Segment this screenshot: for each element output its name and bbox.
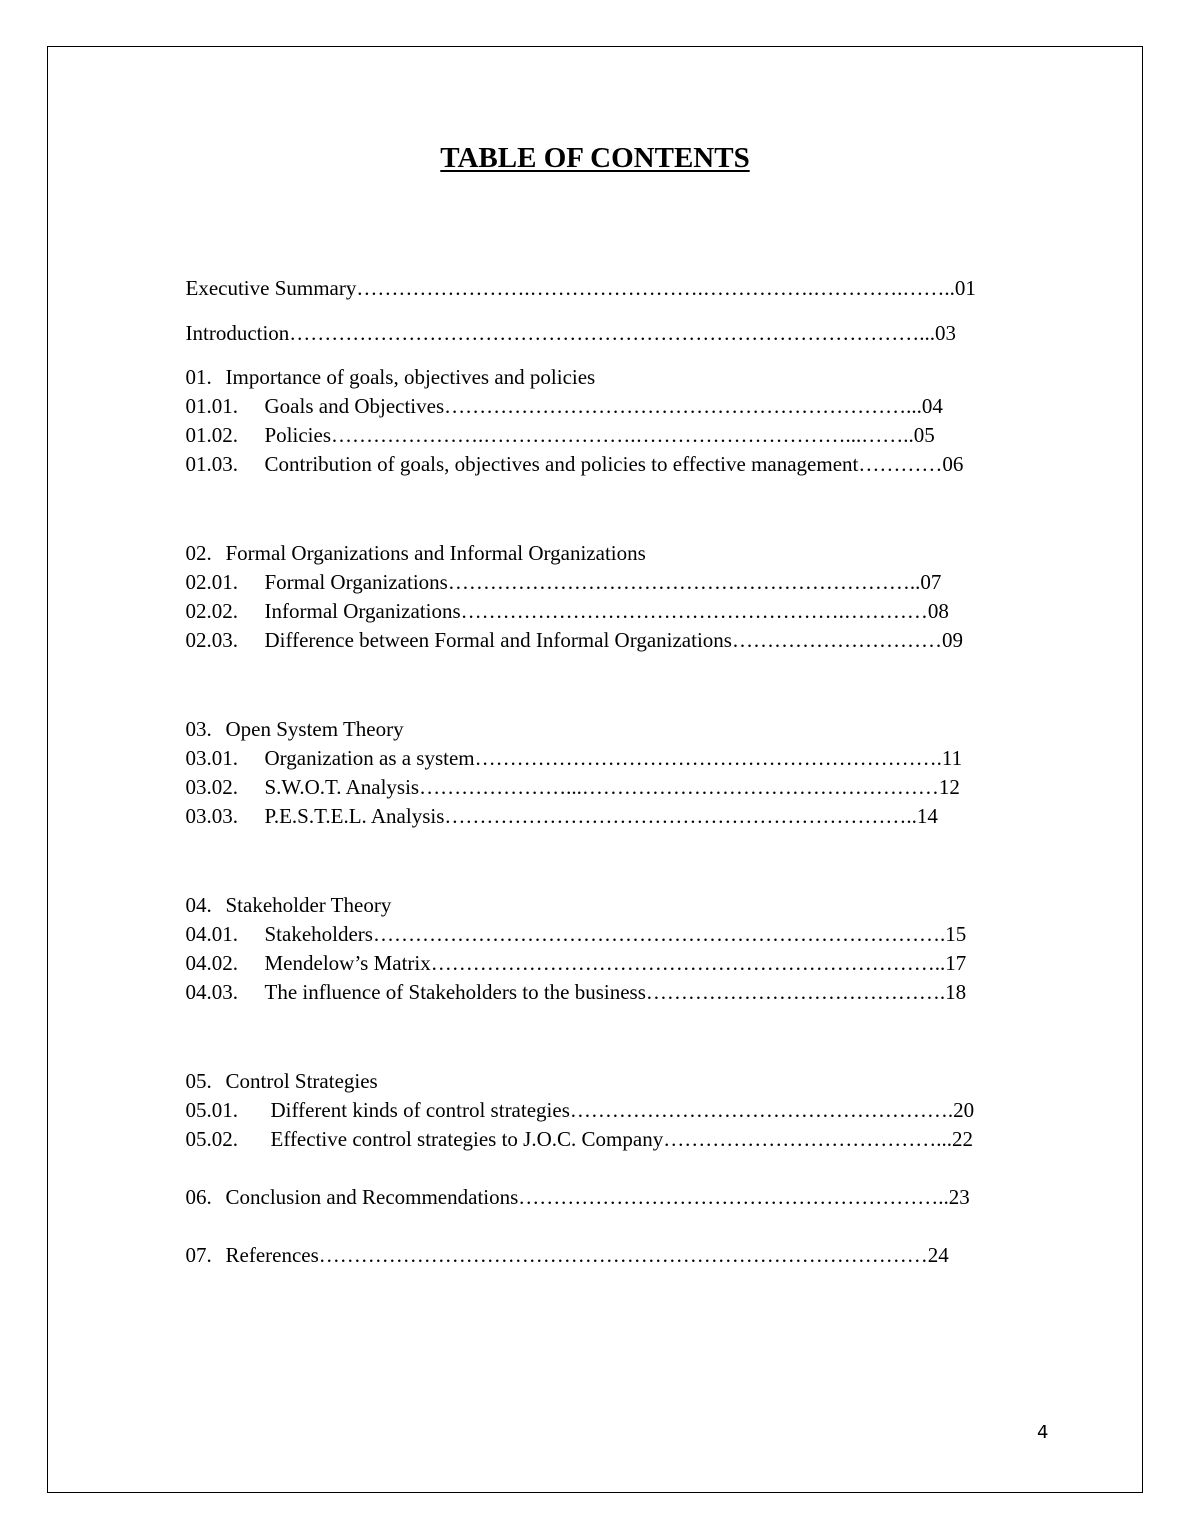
toc-entry-text: Policies………………….………………….…………………………...……..05 bbox=[264, 423, 935, 447]
toc-entry-text: Executive Summary…………………….…………………….…………….………….……..01 bbox=[185, 276, 976, 300]
toc-entry-number: 01.03. bbox=[185, 452, 238, 476]
toc-entry-number: 01.02. bbox=[185, 423, 238, 447]
toc-entry-text: Introduction………………………………………………………………………………...03 bbox=[185, 321, 957, 345]
toc-entry[interactable] bbox=[175, 777, 938, 829]
toc-section-number: 07. bbox=[185, 1243, 212, 1267]
toc-entry-number: 03.03. bbox=[185, 804, 238, 828]
toc-section-number: 05. bbox=[185, 1069, 212, 1093]
toc-entry-number: 05.02. bbox=[185, 1127, 238, 1151]
toc-entry-number: 03.01. bbox=[185, 746, 238, 770]
toc-section-number: 03. bbox=[185, 717, 212, 741]
toc-entry-number: 04.02. bbox=[185, 951, 238, 975]
toc-section-number: 04. bbox=[185, 893, 212, 917]
toc-entry-text: Difference between Formal and Informal Organizations…………………………09 bbox=[264, 628, 963, 652]
toc-entry-text: Informal Organizations……………………………………………….…………08 bbox=[264, 599, 949, 623]
toc-entry[interactable] bbox=[175, 601, 963, 653]
toc-section-heading[interactable] bbox=[175, 1216, 949, 1268]
toc-entry-text: Different kinds of control strategies……………………………………………….20 bbox=[270, 1098, 975, 1122]
toc-entry-text: Effective control strategies to J.O.C. Company…………………………………...22 bbox=[270, 1127, 973, 1151]
toc-entry-text: Goals and Objectives…………………………………………………………...04 bbox=[264, 394, 943, 418]
toc-entry-number: 02.01. bbox=[185, 570, 238, 594]
toc-section-title: Importance of goals, objectives and policies bbox=[225, 365, 596, 389]
toc-section-number: 01. bbox=[185, 365, 212, 389]
toc-section-title: Formal Organizations and Informal Organizations bbox=[225, 541, 646, 565]
toc-section-heading[interactable] bbox=[175, 1158, 970, 1210]
toc-entry-text: S.W.O.T. Analysis…………………...……………………………………………12 bbox=[264, 775, 960, 799]
toc-entry-number: 02.02. bbox=[185, 599, 238, 623]
toc-entry-number: 02.03. bbox=[185, 628, 238, 652]
toc-entry-number: 01.01. bbox=[185, 394, 238, 418]
toc-entry-text: Contribution of goals, objectives and policies to effective management…………06 bbox=[264, 452, 964, 476]
toc-entry-number: 03.02. bbox=[185, 775, 238, 799]
page-number: 4 bbox=[1037, 1422, 1049, 1443]
toc-section-title: Conclusion and Recommendations……………………………………………………..23 bbox=[225, 1185, 970, 1209]
toc-entry[interactable] bbox=[175, 1100, 973, 1152]
toc-entry[interactable] bbox=[175, 425, 963, 477]
toc-entry-text: P.E.S.T.E.L. Analysis…………………………………………………………..14 bbox=[264, 804, 938, 828]
toc-entry-text: Mendelow’s Matrix………………………………………………………………..17 bbox=[264, 951, 967, 975]
toc-entry-text: Formal Organizations…………………………………………………………..07 bbox=[264, 570, 942, 594]
toc-entry[interactable] bbox=[175, 953, 966, 1005]
toc-entry-number: 04.03. bbox=[185, 980, 238, 1004]
toc-section-title: Control Strategies bbox=[225, 1069, 378, 1093]
toc-entry-number: 04.01. bbox=[185, 922, 238, 946]
toc-section-title: Open System Theory bbox=[225, 717, 404, 741]
toc-section-number: 06. bbox=[185, 1185, 212, 1209]
document-title: TABLE OF CONTENTS bbox=[440, 142, 750, 174]
toc-entry-number: 05.01. bbox=[185, 1098, 238, 1122]
toc-entry-text: Stakeholders……………………………………………………………………….15 bbox=[264, 922, 967, 946]
toc-entry-text: The influence of Stakeholders to the business…………………………………….18 bbox=[264, 980, 967, 1004]
toc-section-number: 02. bbox=[185, 541, 212, 565]
toc-section-title: References……………………………………………………………………………24 bbox=[225, 1243, 949, 1267]
toc-section-title: Stakeholder Theory bbox=[225, 893, 392, 917]
toc-entry-text: Organization as a system………………………………………………………….11 bbox=[264, 746, 963, 770]
